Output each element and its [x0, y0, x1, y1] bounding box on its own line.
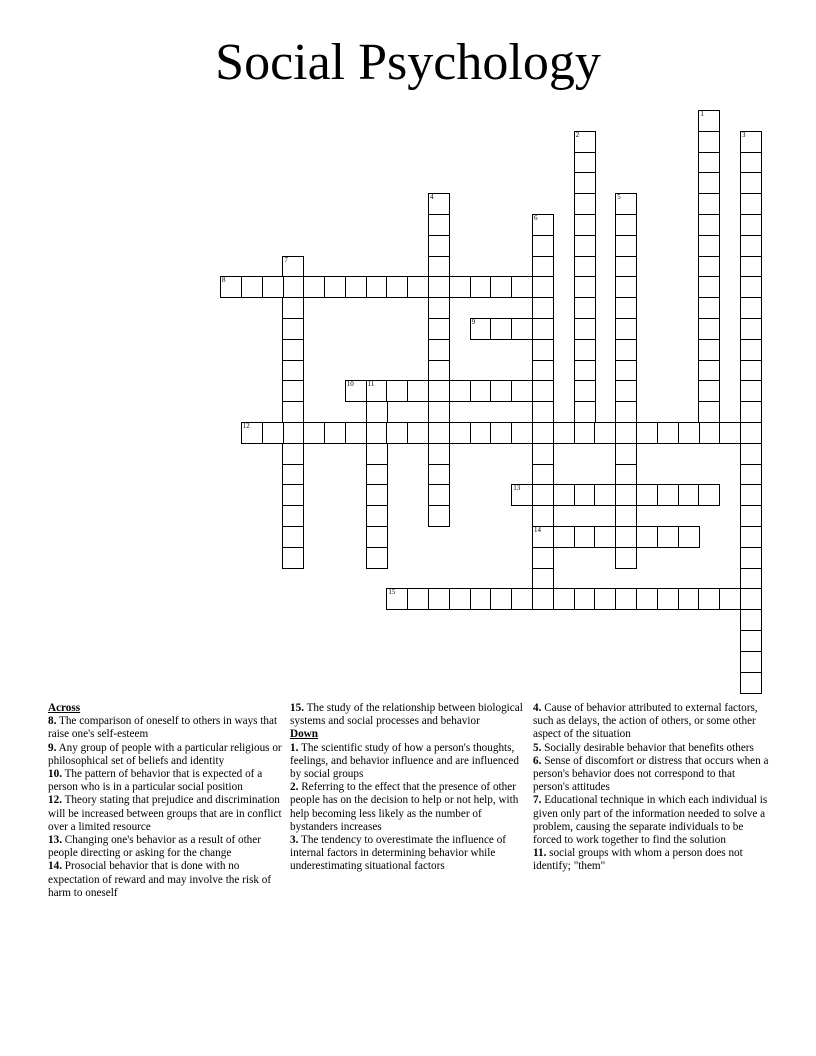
cell-number: 9: [471, 318, 476, 326]
grid-cell[interactable]: [282, 443, 304, 465]
grid-cell[interactable]: [511, 588, 533, 610]
grid-cell[interactable]: [740, 152, 762, 174]
grid-cell[interactable]: [553, 484, 575, 506]
grid-cell[interactable]: [615, 318, 637, 340]
grid-cell[interactable]: [574, 152, 596, 174]
grid-cell[interactable]: [678, 422, 700, 444]
grid-cell[interactable]: [366, 484, 388, 506]
clue-across-13: 13. Changing one's behavior as a result of other people directing or asking for the change: [48, 834, 261, 860]
clue-down-3: 3. The tendency to overestimate the influence of internal factors in determining behavior while underestimating situational factors: [290, 834, 507, 873]
grid-cell[interactable]: [657, 588, 679, 610]
grid-cell[interactable]: [698, 276, 720, 298]
grid-cell[interactable]: [366, 526, 388, 548]
grid-cell[interactable]: [615, 588, 637, 610]
grid-cell[interactable]: [511, 276, 533, 298]
grid-cell[interactable]: [698, 380, 720, 402]
grid-cell[interactable]: [490, 318, 512, 340]
cell-number: 14: [534, 526, 541, 534]
grid-cell[interactable]: [532, 443, 554, 465]
grid-cell[interactable]: [574, 297, 596, 319]
grid-cell[interactable]: [698, 318, 720, 340]
grid-cell[interactable]: [428, 235, 450, 257]
grid-cell[interactable]: [532, 401, 554, 423]
grid-cell[interactable]: [470, 276, 492, 298]
grid-cell[interactable]: [366, 276, 388, 298]
grid-cell[interactable]: [407, 380, 429, 402]
grid-cell[interactable]: [532, 235, 554, 257]
grid-cell[interactable]: [698, 339, 720, 361]
grid-cell[interactable]: [470, 588, 492, 610]
grid-cell[interactable]: [490, 380, 512, 402]
grid-cell[interactable]: [615, 464, 637, 486]
grid-cell[interactable]: [407, 422, 429, 444]
down-heading: Down: [290, 728, 318, 741]
grid-cell[interactable]: [532, 256, 554, 278]
grid-cell[interactable]: [740, 526, 762, 548]
cell-number: 11: [367, 380, 375, 389]
grid-cell[interactable]: [615, 484, 637, 506]
cell-number: 3: [742, 130, 746, 139]
grid-cell[interactable]: [428, 505, 450, 527]
grid-cell[interactable]: [553, 588, 575, 610]
grid-cell[interactable]: [740, 131, 762, 153]
grid-cell[interactable]: [282, 276, 304, 298]
grid-cell[interactable]: [428, 443, 450, 465]
grid-cell[interactable]: [615, 256, 637, 278]
grid-cell[interactable]: [428, 339, 450, 361]
grid-cell[interactable]: [511, 318, 533, 340]
cell-number: 15: [388, 588, 396, 597]
grid-cell[interactable]: [511, 380, 533, 402]
grid-cell[interactable]: [740, 630, 762, 652]
grid-cell[interactable]: [386, 588, 408, 610]
grid-cell[interactable]: [386, 422, 408, 444]
grid-cell[interactable]: [740, 214, 762, 236]
grid-cell[interactable]: [615, 422, 637, 444]
grid-cell[interactable]: [532, 422, 554, 444]
clue-down-2: 2. Referring to the effect that the presence of other people has on the decision to help or not help, with help becoming less likely as the number of bystanders increases: [290, 781, 519, 833]
grid-cell[interactable]: [740, 484, 762, 506]
grid-cell[interactable]: [490, 588, 512, 610]
grid-cell[interactable]: [740, 256, 762, 278]
grid-cell[interactable]: [574, 214, 596, 236]
clue-across-14: 14. Prosocial behavior that is done with no expectation of reward and may involve the risk of harm to oneself: [48, 860, 272, 899]
grid-cell[interactable]: [740, 318, 762, 340]
grid-cell[interactable]: [740, 547, 762, 569]
grid-cell[interactable]: [698, 172, 720, 194]
clue-across-10: 10. The pattern of behavior that is expected of a person who is in a particular social position: [48, 768, 263, 794]
grid-cell[interactable]: [220, 276, 242, 298]
clue-across-8: 8. The comparison of oneself to others in ways that raise one's self-esteem: [48, 715, 278, 741]
grid-cell[interactable]: [428, 297, 450, 319]
grid-cell[interactable]: [366, 380, 388, 402]
grid-cell[interactable]: [740, 235, 762, 257]
grid-cell[interactable]: [740, 464, 762, 486]
grid-cell[interactable]: [407, 588, 429, 610]
grid-cell[interactable]: [241, 276, 263, 298]
grid-cell[interactable]: [366, 401, 388, 423]
clue-column-2: [290, 702, 526, 874]
grid-cell[interactable]: [449, 422, 471, 444]
grid-cell[interactable]: [740, 651, 762, 673]
grid-cell[interactable]: [282, 464, 304, 486]
grid-cell[interactable]: [698, 152, 720, 174]
grid-cell[interactable]: [678, 484, 700, 506]
grid-cell[interactable]: [449, 588, 471, 610]
grid-cell[interactable]: [574, 276, 596, 298]
grid-cell[interactable]: [532, 214, 554, 236]
grid-cell[interactable]: [511, 422, 533, 444]
cell-number: 10: [346, 380, 354, 389]
grid-cell[interactable]: [574, 339, 596, 361]
grid-cell[interactable]: [366, 505, 388, 527]
grid-cell[interactable]: [282, 484, 304, 506]
grid-cell[interactable]: [511, 484, 533, 506]
clue-down-1: 1. The scientific study of how a person's thoughts, feelings, and behavior influence and are influenced by social groups: [290, 741, 519, 781]
grid-cell[interactable]: [740, 422, 762, 444]
grid-cell[interactable]: [615, 193, 637, 215]
clue-across-12: 12. Theory stating that prejudice and discrimination will be increased between groups that are in conflict over a limited resource: [48, 794, 282, 833]
grid-cell[interactable]: [282, 318, 304, 340]
grid-cell[interactable]: [324, 422, 346, 444]
grid-cell[interactable]: [574, 235, 596, 257]
grid-cell[interactable]: [740, 505, 762, 527]
grid-cell[interactable]: [532, 505, 554, 527]
grid-cell[interactable]: [282, 526, 304, 548]
grid-cell[interactable]: [282, 380, 304, 402]
grid-cell[interactable]: [615, 443, 637, 465]
grid-cell[interactable]: [553, 422, 575, 444]
grid-cell[interactable]: [366, 422, 388, 444]
grid-cell[interactable]: [636, 526, 658, 548]
grid-cell[interactable]: [282, 297, 304, 319]
grid-cell[interactable]: [303, 422, 325, 444]
grid-cell[interactable]: [698, 588, 720, 610]
grid-cell[interactable]: [532, 318, 554, 340]
grid-cell[interactable]: [740, 609, 762, 631]
grid-cell[interactable]: [262, 422, 284, 444]
grid-cell[interactable]: [574, 193, 596, 215]
grid-cell[interactable]: [532, 297, 554, 319]
grid-cell[interactable]: [574, 360, 596, 382]
grid-cell[interactable]: [615, 380, 637, 402]
grid-cell[interactable]: [740, 172, 762, 194]
grid-cell[interactable]: [615, 276, 637, 298]
grid-cell[interactable]: [657, 526, 679, 548]
grid-cell[interactable]: [532, 568, 554, 590]
grid-cell[interactable]: [532, 276, 554, 298]
grid-cell[interactable]: [740, 568, 762, 590]
grid-cell[interactable]: [615, 505, 637, 527]
grid-cell[interactable]: [574, 172, 596, 194]
cell-number: 4: [430, 193, 434, 202]
grid-cell[interactable]: [594, 588, 616, 610]
grid-cell[interactable]: [698, 110, 720, 132]
grid-cell[interactable]: [615, 297, 637, 319]
grid-cell[interactable]: [428, 588, 450, 610]
grid-cell[interactable]: [594, 526, 616, 548]
grid-cell[interactable]: [407, 276, 429, 298]
grid-cell[interactable]: [553, 526, 575, 548]
grid-cell[interactable]: [698, 297, 720, 319]
grid-cell[interactable]: [428, 318, 450, 340]
grid-cell[interactable]: [698, 131, 720, 153]
grid-cell[interactable]: [740, 360, 762, 382]
grid-cell[interactable]: [366, 547, 388, 569]
grid-cell[interactable]: [740, 297, 762, 319]
grid-cell[interactable]: [574, 318, 596, 340]
grid-cell[interactable]: [428, 484, 450, 506]
grid-cell[interactable]: [615, 214, 637, 236]
clue-down-5: 5. Socially desirable behavior that benefits others: [533, 741, 754, 754]
cell-number: 13: [513, 484, 521, 493]
grid-cell[interactable]: [428, 256, 450, 278]
grid-cell[interactable]: [386, 380, 408, 402]
grid-cell[interactable]: [282, 256, 304, 278]
grid-cell[interactable]: [282, 339, 304, 361]
clue-down-4: 4. Cause of behavior attributed to external factors, such as delays, the action of others, or some other aspect of the situation: [533, 702, 758, 741]
grid-cell[interactable]: [594, 484, 616, 506]
grid-cell[interactable]: [428, 214, 450, 236]
grid-cell[interactable]: [740, 672, 762, 694]
clue-across-15: 15. The study of the relationship between biological systems and social processes and behavior: [290, 702, 523, 728]
grid-cell[interactable]: [574, 131, 596, 153]
clue-down-7: 7. Educational technique in which each individual is given only part of the information needed to solve a problem, causing the separate individuals to be forced to work together to find the solution: [533, 794, 768, 847]
grid-cell[interactable]: [657, 422, 679, 444]
grid-cell[interactable]: [532, 380, 554, 402]
puzzle-title: Social Psychology: [215, 34, 601, 91]
grid-cell[interactable]: [574, 588, 596, 610]
clue-column-3: [533, 702, 769, 874]
grid-cell[interactable]: [428, 380, 450, 402]
grid-cell[interactable]: [366, 443, 388, 465]
across-heading: Across: [48, 702, 81, 714]
grid-cell[interactable]: [698, 484, 720, 506]
grid-cell[interactable]: [345, 380, 367, 402]
grid-cell[interactable]: [574, 256, 596, 278]
grid-cell[interactable]: [532, 339, 554, 361]
grid-cell[interactable]: [698, 360, 720, 382]
grid-cell[interactable]: [428, 422, 450, 444]
grid-cell[interactable]: [574, 401, 596, 423]
grid-cell[interactable]: [241, 422, 263, 444]
cell-number: 8: [222, 276, 226, 285]
grid-cell[interactable]: [698, 193, 720, 215]
grid-cell[interactable]: [740, 588, 762, 610]
grid-cell[interactable]: [594, 422, 616, 444]
cell-number: 2: [575, 130, 580, 139]
cell-number: 6: [534, 214, 538, 222]
grid-cell[interactable]: [282, 505, 304, 527]
grid-cell[interactable]: [698, 422, 720, 444]
grid-cell[interactable]: [678, 588, 700, 610]
grid-cell[interactable]: [324, 276, 346, 298]
grid-cell[interactable]: [282, 360, 304, 382]
grid-cell[interactable]: [470, 422, 492, 444]
grid-cell[interactable]: [470, 318, 492, 340]
grid-cell[interactable]: [532, 526, 554, 548]
grid-cell[interactable]: [574, 526, 596, 548]
grid-cell[interactable]: [262, 276, 284, 298]
grid-cell[interactable]: [698, 214, 720, 236]
grid-cell[interactable]: [490, 276, 512, 298]
grid-cell[interactable]: [428, 276, 450, 298]
grid-cell[interactable]: [615, 339, 637, 361]
grid-cell[interactable]: [615, 360, 637, 382]
grid-cell[interactable]: [740, 380, 762, 402]
cell-number: 1: [700, 110, 704, 118]
grid-cell[interactable]: [740, 401, 762, 423]
grid-cell[interactable]: [678, 526, 700, 548]
cell-number: 5: [617, 193, 621, 202]
grid-cell[interactable]: [740, 443, 762, 465]
grid-cell[interactable]: [303, 276, 325, 298]
grid-cell[interactable]: [636, 422, 658, 444]
grid-cell[interactable]: [532, 360, 554, 382]
grid-cell[interactable]: [740, 193, 762, 215]
grid-cell[interactable]: [449, 276, 471, 298]
grid-cell[interactable]: [532, 464, 554, 486]
grid-cell[interactable]: [386, 276, 408, 298]
clue-column-1: [48, 702, 284, 900]
grid-cell[interactable]: [428, 401, 450, 423]
cell-number: 12: [242, 422, 250, 430]
clue-across-9: 9. Any group of people with a particular religious or philosophical set of beliefs and identity: [48, 741, 282, 767]
grid-cell[interactable]: [428, 360, 450, 382]
grid-cell[interactable]: [574, 380, 596, 402]
grid-cell[interactable]: [698, 256, 720, 278]
grid-cell[interactable]: [740, 276, 762, 298]
grid-cell[interactable]: [345, 422, 367, 444]
grid-cell[interactable]: [345, 276, 367, 298]
grid-cell[interactable]: [366, 464, 388, 486]
cell-number: 7: [284, 255, 288, 264]
grid-cell[interactable]: [615, 401, 637, 423]
clue-down-6: 6. Sense of discomfort or distress that occurs when a person's behavior does not correspond to that person's attitudes: [533, 754, 769, 794]
grid-cell[interactable]: [719, 422, 741, 444]
grid-cell[interactable]: [532, 547, 554, 569]
grid-cell[interactable]: [490, 422, 512, 444]
grid-cell[interactable]: [615, 526, 637, 548]
grid-cell[interactable]: [740, 339, 762, 361]
grid-cell[interactable]: [532, 588, 554, 610]
grid-cell[interactable]: [698, 401, 720, 423]
grid-cell[interactable]: [470, 380, 492, 402]
grid-cell[interactable]: [636, 588, 658, 610]
grid-cell[interactable]: [428, 464, 450, 486]
grid-cell[interactable]: [428, 193, 450, 215]
grid-cell[interactable]: [282, 547, 304, 569]
grid-cell[interactable]: [282, 422, 304, 444]
grid-cell[interactable]: [719, 588, 741, 610]
grid-cell[interactable]: [282, 401, 304, 423]
grid-cell[interactable]: [615, 547, 637, 569]
grid-cell[interactable]: [574, 422, 596, 444]
grid-cell[interactable]: [574, 484, 596, 506]
grid-cell[interactable]: [657, 484, 679, 506]
grid-cell[interactable]: [698, 235, 720, 257]
grid-cell[interactable]: [636, 484, 658, 506]
clue-down-11: 11. social groups with whom a person does not identify; "them": [533, 847, 743, 873]
grid-cell[interactable]: [449, 380, 471, 402]
grid-cell[interactable]: [532, 484, 554, 506]
grid-cell[interactable]: [615, 235, 637, 257]
